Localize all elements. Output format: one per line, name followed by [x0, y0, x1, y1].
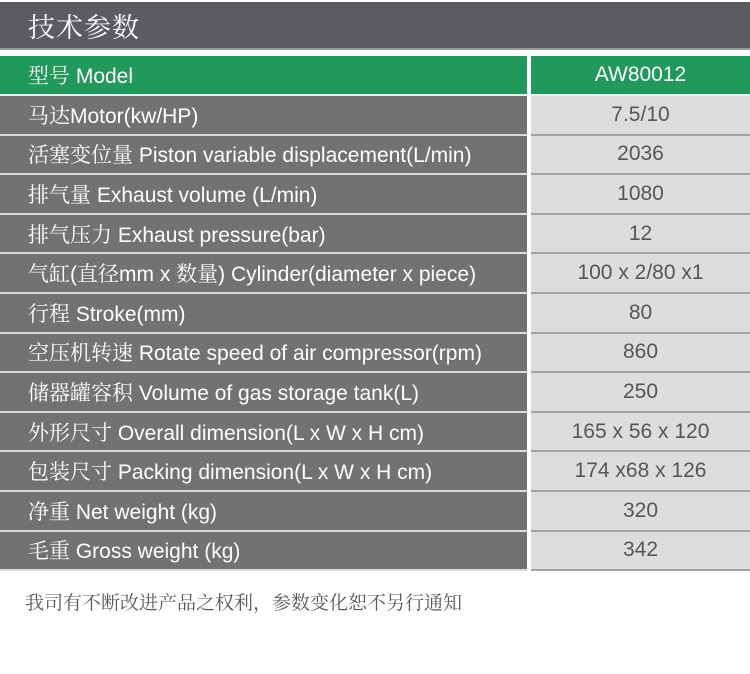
spec-label: 排气压力 Exhaust pressure(bar) [0, 215, 527, 255]
spec-value: 1080 [531, 175, 750, 215]
section-title-bar [0, 2, 750, 50]
table-row [0, 373, 750, 413]
table-row [0, 492, 750, 532]
spec-value: 7.5/10 [531, 96, 750, 136]
table-row [0, 294, 750, 334]
spec-label: 外形尺寸 Overall dimension(L x W x H cm) [0, 413, 527, 453]
spec-label: 净重 Net weight (kg) [0, 492, 527, 532]
table-row [0, 452, 750, 492]
spec-label: 马达Motor(kw/HP) [0, 96, 527, 136]
table-row [0, 215, 750, 255]
spec-value: 250 [531, 373, 750, 413]
spec-value: 860 [531, 334, 750, 374]
spec-value: 100 x 2/80 x1 [531, 254, 750, 294]
model-label: 型号 Model [0, 56, 527, 96]
spec-value: 12 [531, 215, 750, 255]
spec-label: 活塞变位量 Piston variable displacement(L/min) [0, 136, 527, 176]
spec-label: 毛重 Gross weight (kg) [0, 532, 527, 572]
spec-value: 165 x 56 x 120 [531, 413, 750, 453]
table-row [0, 136, 750, 176]
spec-value: 174 x68 x 126 [531, 452, 750, 492]
table-row [0, 413, 750, 453]
spec-table [0, 56, 750, 571]
spec-value: 80 [531, 294, 750, 334]
spec-value: 2036 [531, 136, 750, 176]
spec-label: 排气量 Exhaust volume (L/min) [0, 175, 527, 215]
disclaimer-note: 我司有不断改进产品之权利，参数变化恕不另行通知 [25, 593, 463, 615]
spec-label: 空压机转速 Rotate speed of air compressor(rpm) [0, 334, 527, 374]
page-title: 技术参数 [28, 12, 140, 43]
table-row [0, 334, 750, 374]
spec-value: 320 [531, 492, 750, 532]
table-row-model [0, 56, 750, 96]
table-row [0, 532, 750, 572]
spec-label: 储器罐容积 Volume of gas storage tank(L) [0, 373, 527, 413]
spec-value: 342 [531, 532, 750, 572]
model-value: AW80012 [531, 56, 750, 96]
table-row [0, 96, 750, 136]
table-row [0, 175, 750, 215]
spec-label: 气缸(直径mm x 数量) Cylinder(diameter x piece) [0, 254, 527, 294]
table-row [0, 254, 750, 294]
spec-label: 包装尺寸 Packing dimension(L x W x H cm) [0, 452, 527, 492]
spec-label: 行程 Stroke(mm) [0, 294, 527, 334]
